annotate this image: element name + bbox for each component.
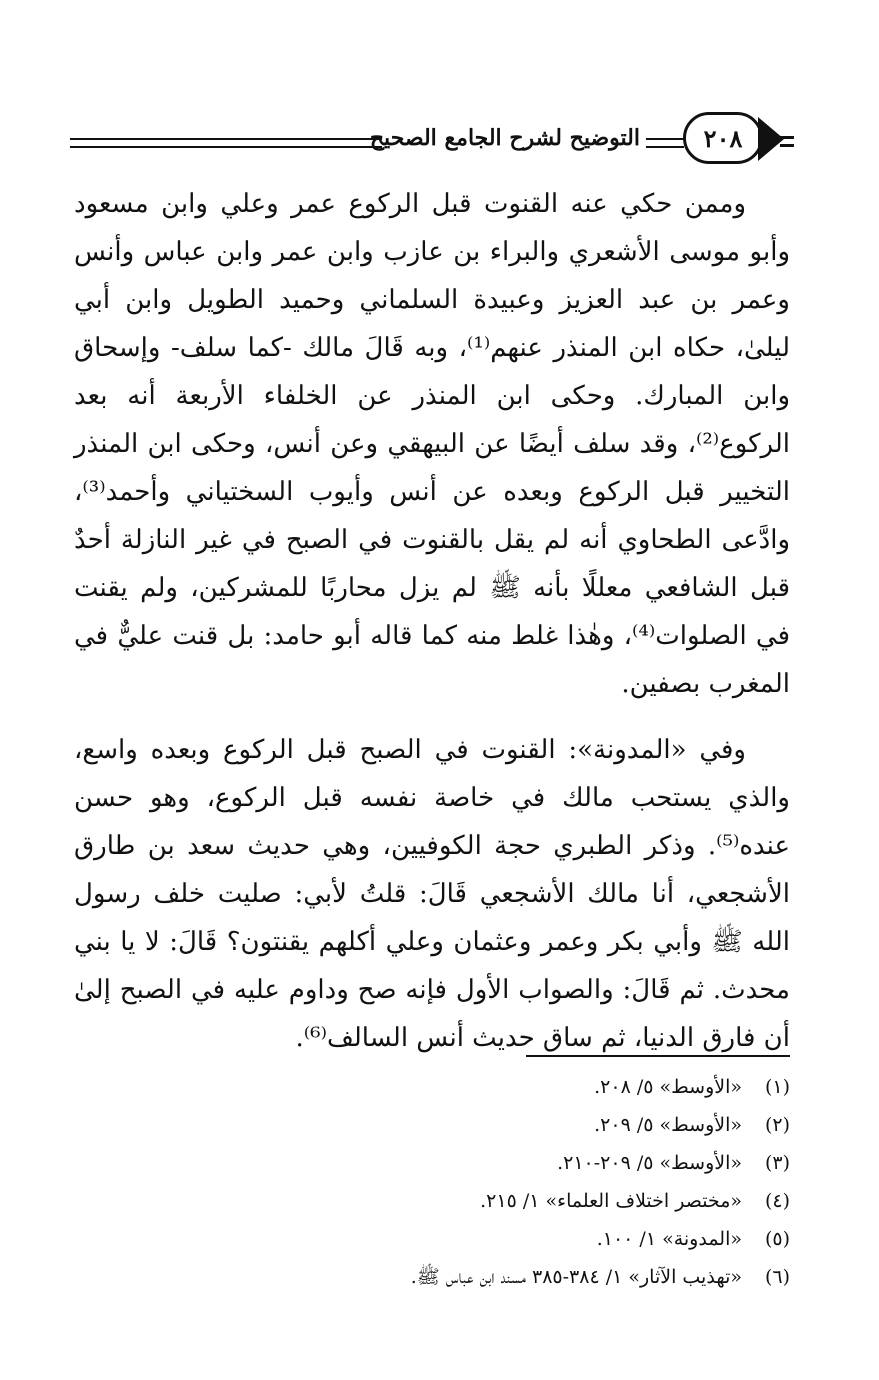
footnote-text: «الأوسط» ٥/ ٢٠٨. [594, 1076, 742, 1098]
main-text [74, 180, 790, 1062]
header-rule-mid-bottom [646, 146, 684, 148]
footnote-text: «الأوسط» ٥/ ٢٠٩-٢١٠. [557, 1152, 742, 1174]
header-rule-left-top [70, 138, 382, 140]
footnote-2 [200, 1106, 790, 1144]
paragraph-1: وممن حكي عنه القنوت قبل الركوع عمر وعلي وابن مسعود وأبو موسى الأشعري والبراء بن عازب وابن عمر وابن عباس وأنس وعمر بن عبد العزيز وعبيدة السلماني وحميد الطويل وابن أبي ليلىٰ، حكاه ابن المنذر عنهم⁽¹⁾، وبه قَالَ مالك -كما سلف- وإسحاق وابن المبارك. وحكى ابن المنذر عن الخلفاء الأربعة أنه بعد الركوع⁽²⁾، وقد سلف أيضًا عن البيهقي وعن أنس، وحكى ابن المنذر التخيير قبل الركوع وبعده عن أنس وأيوب السختياني وأحمد⁽³⁾، وادَّعى الطحاوي أنه لم يقل بالقنوت في الصبح في غير النازلة أحدٌ قبل الشافعي معللًا بأنه ﷺ لم يزل محاربًا للمشركين، ولم يقنت في الصلوات⁽⁴⁾، وهٰذا غلط منه كما قاله أبو حامد: بل قنت عليٌّ في المغرب بصفين. [74, 189, 791, 699]
footnote-text: «المدونة» ١/ ١٠٠. [596, 1228, 742, 1250]
header-rule-mid-top [646, 138, 684, 140]
footnote-number: (٥) [764, 1228, 790, 1250]
footnotes [200, 1068, 790, 1296]
header-rule-left-bottom [70, 146, 382, 148]
footnote-number: (١) [764, 1076, 790, 1098]
paragraph-2: وفي «المدونة»: القنوت في الصبح قبل الركوع وبعده واسع، والذي يستحب مالك في خاصة نفسه قبل الركوع، وهو حسن عنده⁽⁵⁾. وذكر الطبري حجة الكوفيين، وهي حديث سعد بن طارق الأشجعي، أنا مالك الأشجعي قَالَ: قلتُ لأبي: صليت خلف رسول الله ﷺ وأبي بكر وعمر وعثمان وعلي أكلهم يقنتون؟ قَالَ: لا يا بني محدث. ثم قَالَ: والصواب الأول فإنه صح وداوم عليه في الصبح إلىٰ أن فارق الدنيا، ثم ساق حديث أنس السالف⁽⁶⁾. [74, 735, 790, 1053]
footnote-number: (٦) [764, 1266, 790, 1288]
footnote-text: «مختصر اختلاف العلماء» ١/ ٢١٥. [480, 1190, 742, 1212]
footnote-6 [200, 1258, 790, 1296]
footnote-text: «الأوسط» ٥/ ٢٠٩. [594, 1114, 742, 1136]
footnote-3 [200, 1144, 790, 1182]
page-number-pointer-icon [758, 117, 784, 161]
page-number: ٢٠٨ [683, 112, 763, 164]
footnote-number: (٢) [764, 1114, 790, 1136]
footnote-number: (٤) [764, 1190, 790, 1212]
footnote-4 [200, 1182, 790, 1220]
footnote-separator [526, 1055, 790, 1057]
running-title: التوضيح لشرح الجامع الصحيح [369, 125, 640, 151]
page-header [0, 100, 879, 170]
footnote-number: (٣) [764, 1152, 790, 1174]
footnote-text: «تهذيب الآثار» ١/ ٣٨٤-٣٨٥ مسند ابن عباس ﷺ. [410, 1266, 742, 1288]
footnote-1 [200, 1068, 790, 1106]
footnote-5 [200, 1220, 790, 1258]
